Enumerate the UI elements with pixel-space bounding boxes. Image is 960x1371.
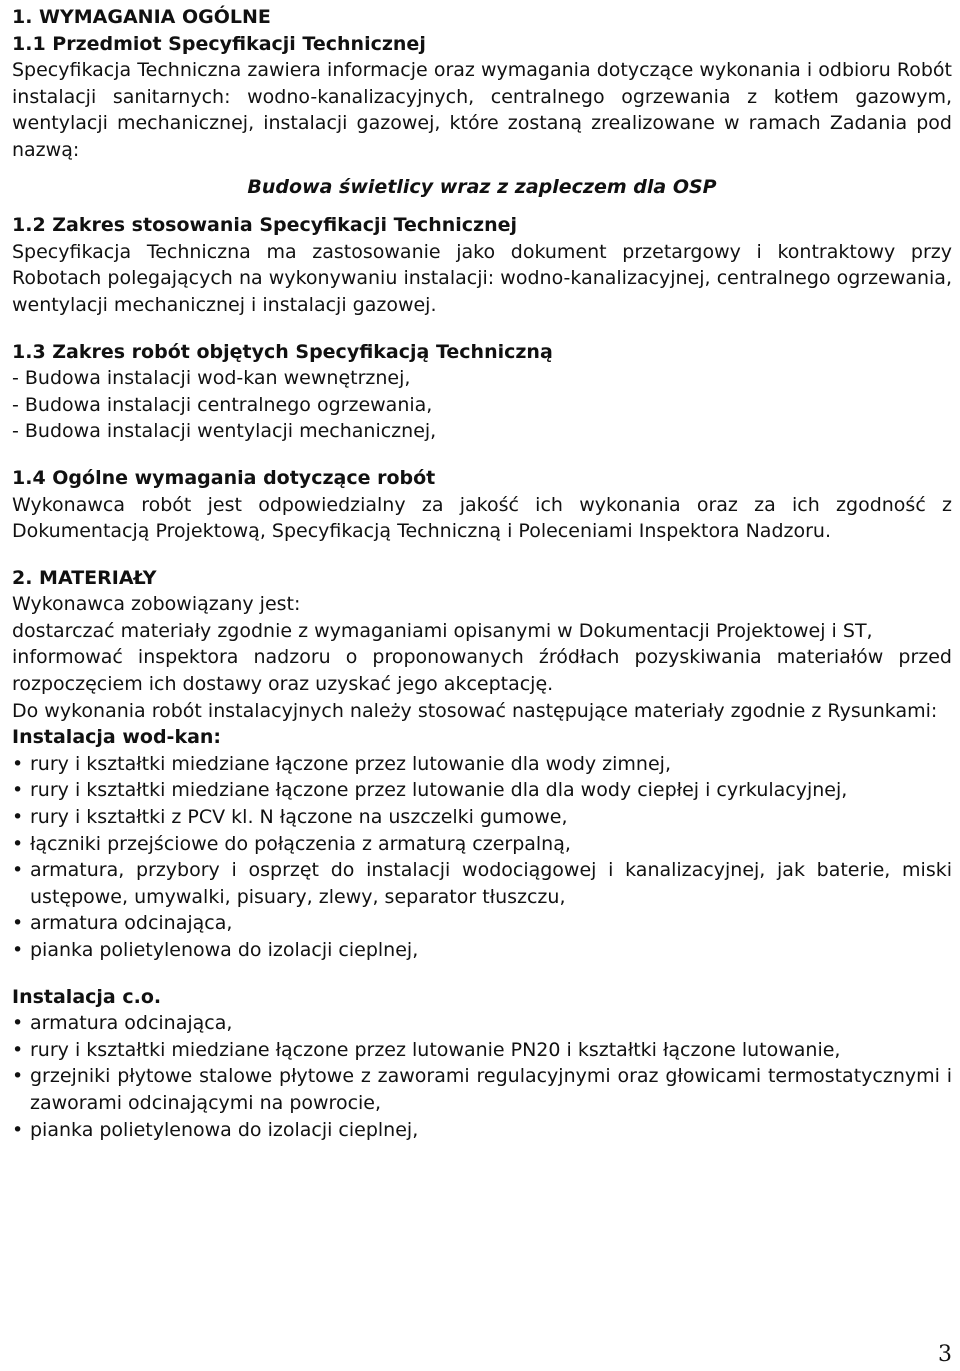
list-item: • armatura odcinająca, [12,910,952,937]
list-item: • rury i kształtki z PCV kl. N łączone na uszczelki gumowe, [12,804,952,831]
project-name: Budowa świetlicy wraz z zapleczem dla OSP [247,175,717,198]
list-item: • rury i kształtki miedziane łączone przez lutowanie dla wody zimnej, [12,751,952,778]
section-heading-1: 1. WYMAGANIA OGÓLNE [12,6,271,28]
works-list [12,365,952,445]
obligation-item: informować inspektora nadzoru o proponowanych źródłach pozyskiwania materiałów przed rozpoczęciem ich dostawy oraz uzyskać jego akceptację. [12,646,952,696]
list-item: • pianka polietylenowa do izolacji cieplnej, [12,1117,952,1144]
list-item: • rury i kształtki miedziane łączone przez lutowanie dla dla wody ciepłej i cyrkulacyjnej, [12,777,952,804]
obligation-item: dostarczać materiały zgodnie z wymaganiami opisanymi w Dokumentacji Projektowej i ST, [12,619,873,642]
paragraph-obligations-intro: Wykonawca zobowiązany jest: [12,593,301,616]
paragraph-scope: Specyfikacja Techniczna ma zastosowanie jako dokument przetargowy i kontraktowy przy Robotach polegających na wykonywaniu instalacji: wodno-kanalizacyjnej, centralnego ogrzewania, wentylacji mechanicznej i instalacji gazowej. [12,240,952,316]
paragraph-requirements: Wykonawca robót jest odpowiedzialny za jakość ich wykonania oraz za ich zgodność z Dokumentacją Projektową, Specyfikacją Techniczną i Poleceniami Inspektora Nadzoru. [12,493,952,543]
section-heading-1-3: 1.3 Zakres robót objętych Specyfikacją Techniczną [12,340,553,363]
section-heading-1-1: 1.1 Przedmiot Specyfikacji Technicznej [12,32,426,55]
list-item: • armatura, przybory i osprzęt do instalacji wodociągowej i kanalizacyjnej, jak baterie, miski ustępowe, umywalki, pisuary, zlewy, separator tłuszczu, [12,857,952,910]
list-item: - Budowa instalacji centralnego ogrzewania, [12,393,433,416]
list-item: • łączniki przejściowe do połączenia z armaturą czerpalną, [12,831,952,858]
paragraph-materials-note: Do wykonania robót instalacyjnych należy stosować następujące materiały zgodnie z Rysunkami: [12,699,938,722]
list-item: • pianka polietylenowa do izolacji cieplnej, [12,937,952,964]
section-heading-1-4: 1.4 Ogólne wymagania dotyczące robót [12,466,436,489]
list-item: • armatura odcinająca, [12,1010,952,1037]
subheading-co: Instalacja c.o. [12,985,162,1008]
section-heading-2: 2. MATERIAŁY [12,566,157,589]
document-page [12,4,952,1143]
section-heading-1-2: 1.2 Zakres stosowania Specyfikacji Technicznej [12,214,518,237]
subheading-wodkan: Instalacja wod-kan: [12,726,222,749]
list-item: - Budowa instalacji wentylacji mechanicznej, [12,420,437,443]
co-materials-list [12,1010,952,1143]
list-item: - Budowa instalacji wod-kan wewnętrznej, [12,367,411,390]
wodkan-materials-list [12,751,952,964]
list-item: • rury i kształtki miedziane łączone przez lutowanie PN20 i kształtki łączone lutowanie, [12,1037,952,1064]
list-item: • grzejniki płytowe stalowe płytowe z zaworami regulacyjnymi oraz głowicami termostatycznymi i zaworami odcinającymi na powrocie, [12,1063,952,1116]
paragraph-subject: Specyfikacja Techniczna zawiera informacje oraz wymagania dotyczące wykonania i odbioru Robót instalacji sanitarnych: wodno-kanalizacyjnych, centralnego ogrzewania z kotłem gazowym, wentylacji mechanicznej, instalacji gazowej, które zostaną zrealizowane w ramach Zadania pod nazwą: [12,59,952,161]
page-number: 3 [938,1342,952,1368]
